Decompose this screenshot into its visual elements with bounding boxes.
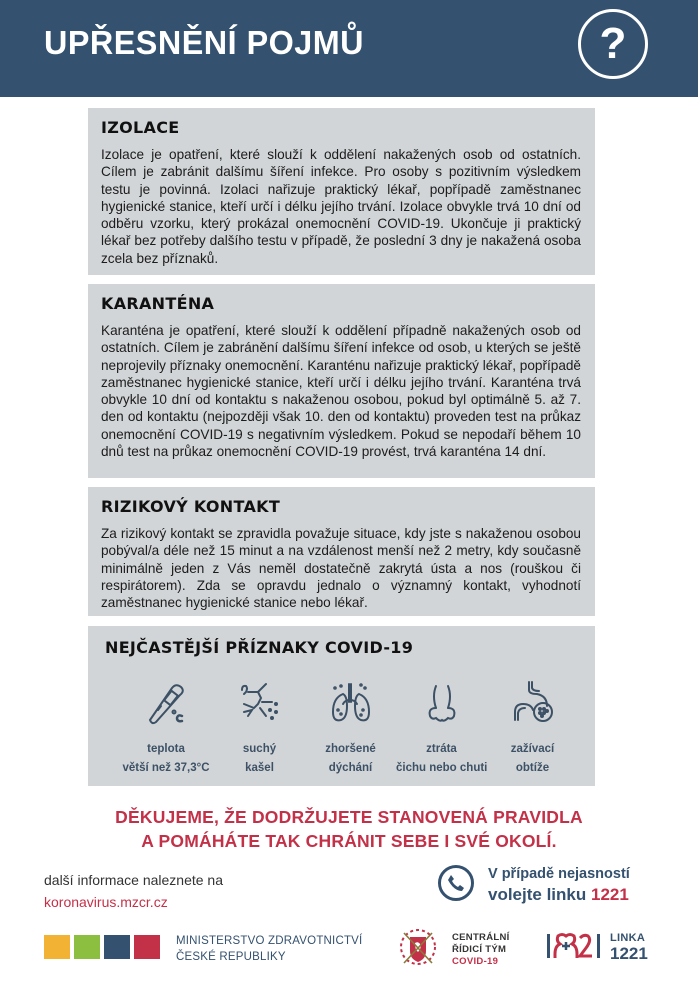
more-info: další informace naleznete na koronavirus.mzcr.cz: [44, 869, 223, 913]
logo-tile-blue: [104, 935, 130, 959]
section-text: Karanténa je opatření, které slouží k oddělení případně nakažených osob od ostatních. Cílem je zabránění dalšímu šíření infekce od osob, u kterých se ještě neprojevily příznaky onemocnění. Karanténu nařizuje praktický lékař, popřípadě zaměstnanec hygienické stanice, kteří určí i délku jejího trvání. Karanténa trvá obvykle 10 dní od kontaktu s nakaženou osobou, pokud byl optimálně 5. až 7. den od kontaktu (nejpozději však 10. den od kontaktu) proveden test na průkaz onemocnění COVID-19 s negativním výsledkem. Pokud se nepodaří během 10 dnů test na průkaz onemocnění COVID-19 provést, trvá karanténa 14 dní.: [101, 323, 581, 460]
nose-icon: [418, 680, 466, 726]
symptom-label: teplota větší než 37,3°C: [122, 743, 210, 774]
symptom-item: [118, 680, 214, 778]
website-link[interactable]: koronavirus.mzcr.cz: [44, 894, 168, 910]
thermometer-icon: [142, 680, 190, 726]
cough-icon: [236, 680, 284, 726]
symptom-label: zhoršené dýchání: [325, 743, 376, 774]
stomach-icon: [509, 680, 557, 726]
hotline-number[interactable]: 1221: [590, 885, 629, 904]
symptom-label: suchý kašel: [242, 743, 277, 774]
section-title: KARANTÉNA: [101, 294, 215, 313]
linka-1221-logo-icon: [546, 932, 602, 960]
section-izolace: [88, 108, 595, 275]
section-karantena: [88, 284, 595, 478]
symptom-item: [487, 680, 578, 778]
section-title: IZOLACE: [101, 118, 180, 137]
header-banner: [0, 0, 698, 97]
page-title: UPŘESNĚNÍ POJMŮ: [44, 24, 365, 61]
section-text: Izolace je opatření, které slouží k oddělení nakažených osob od ostatních. Cílem je zabránit dalšímu šíření infekce. Pro osoby s pozitivním výsledkem testu je povinná. Izolaci nařizuje praktický lékař, popřípadě zaměstnanec hygienické stanice, kteří určí i délku jejího trvání. Izolace obvykle trvá 10 dní od odběru vzorku, který prokázal onemocnění COVID-19. Ukončuje ji praktický lékař bez potřeby dalšího testu v případě, že poslední 3 dny je nakažená osoba zcela bez příznaků.: [101, 147, 581, 266]
ministry-logo: [44, 935, 160, 959]
symptom-label: ztráta čichu nebo chuti: [396, 743, 488, 774]
hotline-info: V případě nejasností volejte linku 1221: [488, 866, 630, 904]
section-text: Za rizikový kontakt se zpravidla považuje situace, kdy jste s nakaženou osobou pobýval/a déle než 15 minut a na vzdálenost menší než 2 metry, kdy současně minimálně jeden z Vás neměl dostatečně zakrytá ústa a nos (rouškou či respirátorem). Zda se opravdu jednalo o významný kontakt, vyhodnotí zaměstnanec hygienické stanice nebo lékař.: [101, 526, 581, 611]
lungs-icon: [327, 680, 375, 726]
question-mark-circle-icon: ?: [578, 9, 648, 79]
symptom-list: [88, 680, 595, 778]
phone-icon: [438, 865, 474, 901]
section-title: NEJČASTĚJŠÍ PŘÍZNAKY COVID-19: [105, 638, 414, 657]
symptom-item: [396, 680, 487, 778]
thank-you-message: DĚKUJEME, ŽE DODRŽUJETE STANOVENÁ PRAVIDLA A POMÁHÁTE TAK CHRÁNIT SEBE I SVÉ OKOLÍ.: [115, 807, 583, 851]
section-title: RIZIKOVÝ KONTAKT: [101, 497, 281, 516]
logo-tile-red: [134, 935, 160, 959]
linka-label: LINKA 1221: [610, 932, 648, 963]
section-symptoms: [88, 626, 595, 786]
ministry-name: MINISTERSTVO ZDRAVOTNICTVÍ ČESKÉ REPUBLIKY: [176, 935, 363, 963]
symptom-item: [214, 680, 305, 778]
crt-name: CENTRÁLNÍ ŘÍDICÍ TÝM COVID-19: [452, 932, 510, 967]
section-rizikovy-kontakt: [88, 487, 595, 616]
logo-tile-green: [74, 935, 100, 959]
symptom-label: zažívací obtíže: [510, 743, 555, 774]
symptom-item: [305, 680, 396, 778]
logo-tile-yellow: [44, 935, 70, 959]
crt-crest-icon: [398, 925, 438, 969]
